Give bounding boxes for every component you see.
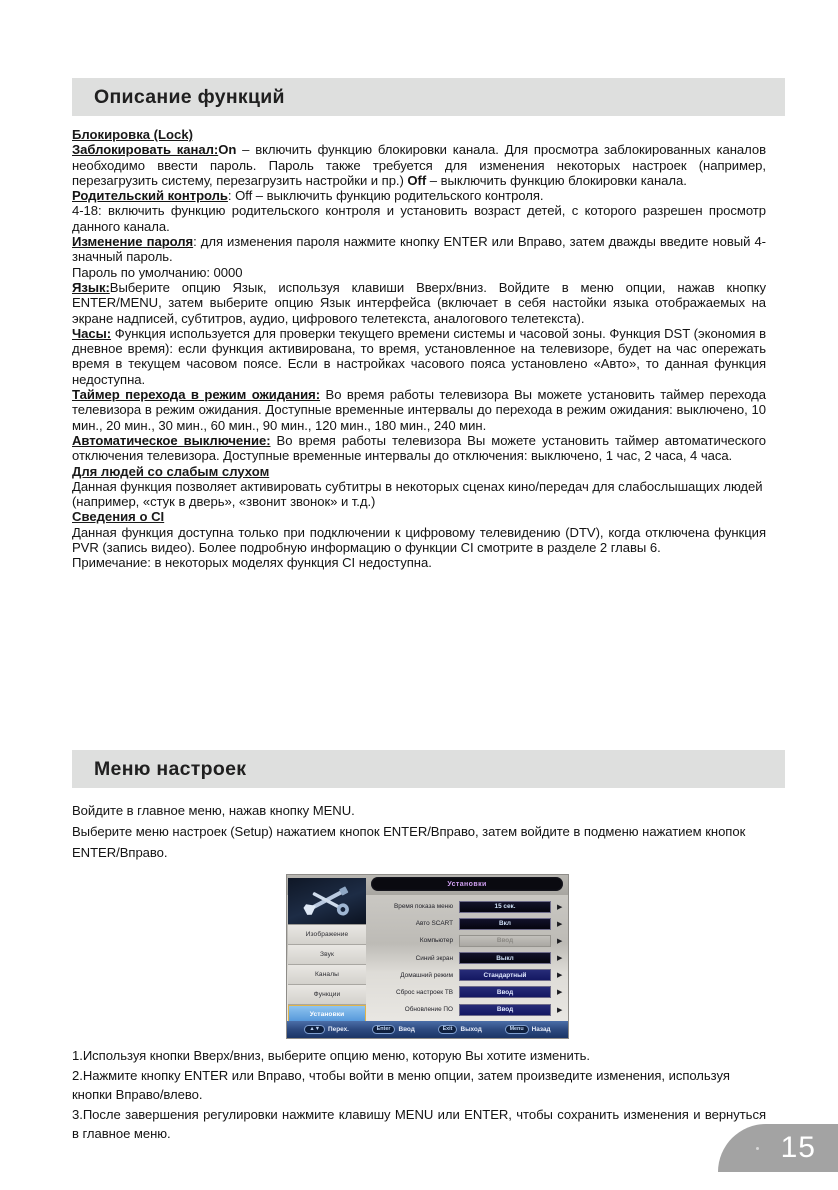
setup-step-1: 1.Используя кнопки Вверх/вниз, выберите опцию меню, которую Вы хотите изменить.: [72, 1048, 591, 1063]
osd-row-software-update-label: Обновление ПО: [404, 1006, 453, 1014]
osd-nav-item-functions[interactable]: [288, 985, 366, 1005]
ci-info-heading: Сведения о CI: [72, 509, 165, 525]
hearing-impaired-heading: Для людей со слабым слухом: [72, 463, 270, 479]
block-channel-text: – включить функцию блокировки канала. Для просмотра заблокированных каналов необходимо ввести пароль. Пароль также требуется для изменения некоторых настроек (например, перезагрузить систему, перезагрузить настройки и пр.): [72, 142, 766, 188]
osd-sidebar: [288, 878, 366, 1024]
osd-nav-item-picture[interactable]: [288, 925, 366, 945]
tools-icon: [288, 878, 366, 925]
ci-note-paragraph: Примечание: в некоторых моделях функция CI недоступна.: [72, 555, 432, 571]
enter-key-icon: Enter: [372, 1025, 396, 1034]
osd-row-tv-reset-value[interactable]: Ввод: [459, 986, 551, 998]
block-channel-off: Off: [407, 172, 427, 188]
clock-text: Функция используется для проверки текущего времени системы и часовой зоны. Функция DST (экономия в дневное время): если функция активирована, то время, установленное на телевизоре, будет на час опережать время в текущем часовом поясе. Если в настройках часового пояса установлено «Авто», то данная функция недоступна.: [72, 325, 766, 387]
sleep-timer-text: Во время работы телевизора Вы можете установить таймер перехода телевизора в режим ожидания. Доступные временные интервалы до перехода в режим ожидания: выключено, 10 мин., 20 мин., 30 мин., 60 мин., 90 мин., 120 мин., 180 мин., 240 мин.: [72, 387, 767, 433]
language-label: Язык:: [72, 279, 110, 295]
osd-row-tv-reset[interactable]: [373, 985, 565, 1000]
setup-intro-line-2: Выберите меню настроек (Setup) нажатием кнопок ENTER/Вправо, затем войдите в подменю нажатием кнопок ENTER/Вправо.: [72, 824, 746, 860]
osd-row-menu-timeout-value[interactable]: 15 сек.: [459, 901, 551, 913]
osd-title-pill: [371, 877, 563, 891]
osd-row-software-update-value[interactable]: Ввод: [459, 1004, 551, 1016]
sleep-timer-paragraph: [72, 387, 766, 433]
osd-hint-enter-label: Ввод: [398, 1026, 415, 1033]
osd-nav-item-channels-label: Каналы: [314, 971, 339, 978]
chevron-right-icon[interactable]: ▶: [557, 989, 563, 997]
password-change-text: : для изменения пароля нажмите кнопку ENTER или Вправо, затем дважды введите новый 4-значный пароль.: [72, 234, 766, 265]
menu-key-icon: Menu: [505, 1025, 529, 1034]
osd-hint-enter: [372, 1025, 415, 1034]
functions-description-body: [72, 127, 766, 571]
parental-age-paragraph: 4-18: включить функцию родительского контроля и установить возраст детей, с которого разрешен просмотр данного канала.: [72, 203, 766, 234]
exit-key-icon: Exit: [438, 1025, 458, 1034]
clock-label: Часы:: [72, 325, 112, 341]
parental-control-label: Родительский контроль: [72, 188, 228, 204]
osd-row-auto-scart[interactable]: [373, 916, 565, 931]
osd-row-computer-value[interactable]: Ввод: [459, 935, 551, 947]
osd-hint-back: [505, 1025, 551, 1034]
auto-off-text: Во время работы телевизора Вы можете установить таймер автоматического отключения телевизора. Доступные временные интервалы до отключения: выключено, 1 час, 2 часа, 4 часа.: [72, 432, 766, 464]
tv-osd-screenshot: [286, 874, 569, 1039]
osd-row-menu-timeout-label: Время показа меню: [394, 903, 453, 910]
chevron-right-icon[interactable]: ▶: [557, 937, 563, 945]
lock-heading: Блокировка (Lock): [72, 127, 193, 142]
block-channel-label: Заблокировать канал:: [72, 142, 219, 158]
osd-hint-navigate: [304, 1025, 349, 1034]
password-change-paragraph: [72, 234, 766, 265]
setup-steps-body: [72, 1046, 766, 1144]
osd-nav-item-channels[interactable]: [288, 965, 366, 985]
osd-nav-item-setup-label: Установки: [309, 1011, 345, 1018]
osd-row-menu-timeout[interactable]: [373, 899, 565, 914]
parental-control-paragraph: [72, 188, 766, 203]
sleep-timer-label: Таймер перехода в режим ожидания:: [72, 387, 321, 403]
osd-row-auto-scart-value[interactable]: Вкл: [459, 918, 551, 930]
osd-nav-item-sound-label: Звук: [320, 951, 334, 958]
osd-row-computer-label: Компьютер: [419, 937, 453, 945]
osd-row-home-mode[interactable]: [373, 968, 565, 983]
setup-step-3: 3.После завершения регулировки нажмите клавишу MENU или ENTER, чтобы сохранить изменения и вернуться в главное меню.: [72, 1106, 766, 1141]
block-channel-on: On: [218, 142, 237, 158]
updown-key-icon: ▲▼: [304, 1025, 325, 1034]
chevron-right-icon[interactable]: ▶: [557, 955, 563, 963]
osd-hint-back-label: Назад: [531, 1026, 551, 1033]
osd-row-auto-scart-label: Авто SCART: [415, 920, 453, 928]
chevron-right-icon[interactable]: ▶: [557, 972, 563, 980]
osd-nav-item-picture-label: Изображение: [305, 931, 349, 938]
osd-hint-exit-label: Выход: [460, 1026, 482, 1033]
language-text: Выберите опцию Язык, используя клавиши Вверх/вниз. Войдите в меню опции, нажав кнопку ENTER/MENU, затем выберите опцию Язык интерфейса (включает в себя настойки языка отображаемых на экране надписей, субтитров, аудио, цифрового телетекста, аналогового телетекста).: [72, 279, 766, 326]
hearing-impaired-paragraph: Данная функция позволяет активировать субтитры в некоторых сценах кино/передач для слабослышащих людей (например, «стук в дверь», «звонит звонок» и т.д.): [72, 478, 763, 510]
osd-row-home-mode-value[interactable]: Стандартный: [459, 969, 551, 981]
osd-nav-item-sound[interactable]: [288, 945, 366, 965]
password-change-label: Изменение пароля: [72, 234, 194, 250]
chevron-right-icon[interactable]: ▶: [557, 1006, 563, 1014]
osd-row-blue-screen[interactable]: [373, 951, 565, 966]
osd-row-blue-screen-value[interactable]: Выкл: [459, 952, 551, 964]
osd-key-hint-bar: [287, 1021, 568, 1038]
section-header-functions-title: Описание функций: [94, 85, 285, 108]
osd-row-computer[interactable]: [373, 933, 565, 948]
default-password-line: Пароль по умолчанию: 0000: [72, 264, 243, 280]
section-header-functions: [72, 78, 785, 116]
chevron-right-icon[interactable]: ▶: [557, 903, 563, 911]
setup-intro-line-1: Войдите в главное меню, нажав кнопку MENU.: [72, 803, 355, 818]
auto-off-label: Автоматическое выключение:: [72, 432, 271, 448]
parental-control-text: : Off – выключить функцию родительского контроля.: [227, 188, 544, 204]
language-paragraph: [72, 280, 766, 326]
section-header-setup-menu: [72, 750, 785, 788]
osd-row-home-mode-label: Домашний режим: [400, 971, 453, 979]
chevron-right-icon[interactable]: ▶: [557, 920, 563, 928]
block-channel-text2: – выключить функцию блокировки канала.: [426, 172, 687, 188]
clock-paragraph: [72, 326, 766, 387]
osd-row-tv-reset-label: Сброс настроек ТВ: [396, 988, 453, 996]
setup-step-2: 2.Нажмите кнопку ENTER или Вправо, чтобы войти в меню опции, затем произведите изменения, используя кнопки Вправо/влево.: [72, 1067, 730, 1102]
page-badge-dot: [756, 1147, 759, 1150]
setup-intro-body: [72, 800, 766, 863]
osd-hint-exit: [438, 1025, 482, 1034]
auto-off-paragraph: [72, 433, 766, 464]
page-number: 15: [780, 1131, 816, 1164]
section-header-setup-menu-title: Меню настроек: [94, 757, 247, 780]
osd-hint-navigate-label: Перех.: [328, 1026, 349, 1033]
osd-row-software-update[interactable]: [373, 1002, 565, 1017]
osd-row-blue-screen-label: Синий экран: [415, 954, 453, 962]
osd-settings-list: [373, 899, 565, 1019]
block-channel-paragraph: [72, 142, 766, 188]
osd-title-text: Установки: [447, 880, 487, 888]
osd-nav-item-functions-label: Функции: [313, 991, 341, 998]
ci-info-paragraph: Данная функция доступна только при подключении к цифровому телевидению (DTV), когда отключена функция PVR (запись видео). Более подробную информацию о функции CI смотрите в разделе 2 главы 6.: [72, 524, 766, 556]
